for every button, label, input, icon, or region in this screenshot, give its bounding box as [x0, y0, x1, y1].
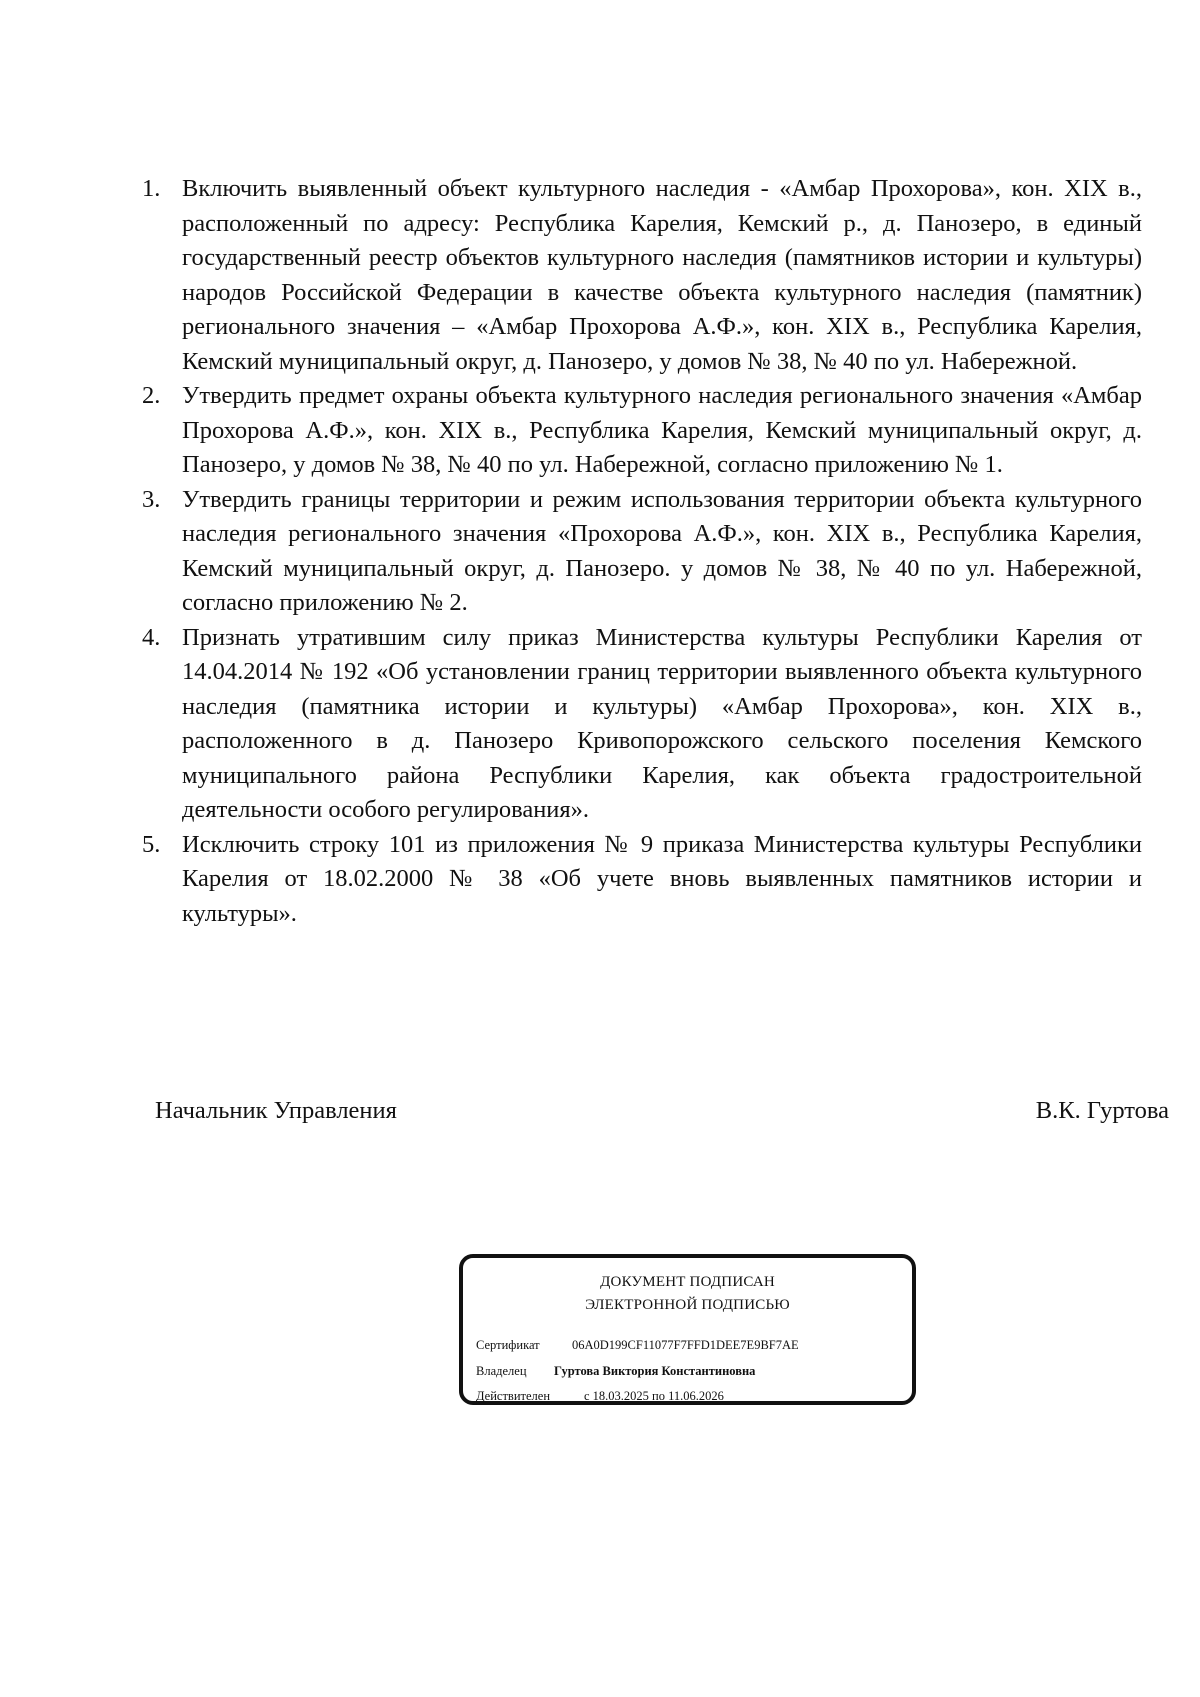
owner-value: Гуртова Виктория Константиновна — [554, 1364, 756, 1378]
stamp-validity-row — [476, 1387, 724, 1405]
item-text: Утвердить предмет охраны объекта культурного наследия регионального значения «Амбар Прохорова А.Ф.», кон. XIX в., Республика Карелия, Кемский муниципальный округ, д. Панозеро, у домов № 38, № 40 по ул. Набережной, согласно приложению № 1. — [182, 382, 1142, 478]
stamp-title-line1: ДОКУМЕНТ ПОДПИСАН — [600, 1274, 775, 1290]
item-text: Признать утратившим силу приказ Министерства культуры Республики Карелия от 14.04.2014 № 192 «Об установлении границ территории выявленного объекта культурного наследия (памятника истории и культуры) «Амбар Прохорова», кон. XIX в., расположенного в д. Панозеро Кривопорожского сельского поселения Кемского муниципального района Республики Карелия, как объекта градостроительной деятельности особого регулирования». — [182, 623, 1142, 823]
stamp-certificate-row — [476, 1336, 799, 1354]
order-item — [142, 621, 1142, 828]
item-text: Исключить строку 101 из приложения № 9 приказа Министерства культуры Республики Карелия от 18.02.2000 № 38 «Об учете вновь выявленных памятников истории и культуры». — [182, 830, 1142, 927]
item-number: 3. — [142, 485, 161, 513]
item-number: 1. — [142, 175, 161, 202]
order-item — [142, 379, 1142, 483]
stamp-title-line2: ЭЛЕКТРОННОЙ ПОДПИСЬЮ — [585, 1297, 790, 1313]
order-item — [142, 828, 1142, 932]
item-number: 5. — [142, 830, 161, 858]
signature-block — [155, 1093, 1169, 1129]
signer-position: Начальник Управления — [155, 1097, 397, 1124]
item-number: 4. — [142, 623, 161, 651]
item-text: Утвердить границы территории и режим использования территории объекта культурного наследия регионального значения «Прохорова А.Ф.», кон. XIX в., Республика Карелия, Кемский муниципальный округ, д. Панозеро. у домов № 38, № 40 по ул. Набережной, согласно приложению № 2. — [182, 485, 1142, 616]
item-text: Включить выявленный объект культурного наследия - «Амбар Прохорова», кон. XIX в., расположенный по адресу: Республика Карелия, Кемский р., д. Панозеро, в единый государственный реестр объектов культурного наследия (памятников истории и культуры) народов Российской Федерации в качестве объекта культурного наследия (памятник) регионального значения – «Амбар Прохорова А.Ф.», кон. XIX в., Республика Карелия, Кемский муниципальный округ, д. Панозеро, у домов № 38, № 40 по ул. Набережной. — [182, 175, 1142, 375]
electronic-signature-stamp — [459, 1254, 916, 1405]
order-items-list — [142, 172, 1142, 931]
certificate-value: 06A0D199CF11077F7FFD1DEE7E9BF7AE — [572, 1338, 799, 1352]
signer-name: В.К. Гуртова — [1035, 1097, 1169, 1124]
certificate-label: Сертификат — [476, 1338, 540, 1352]
item-number: 2. — [142, 382, 161, 409]
validity-value: с 18.03.2025 по 11.06.2026 — [584, 1389, 724, 1403]
stamp-owner-row — [476, 1362, 755, 1380]
order-item — [142, 483, 1142, 621]
owner-label: Владелец — [476, 1364, 527, 1378]
validity-label: Действителен — [476, 1389, 551, 1403]
order-item — [142, 172, 1142, 379]
